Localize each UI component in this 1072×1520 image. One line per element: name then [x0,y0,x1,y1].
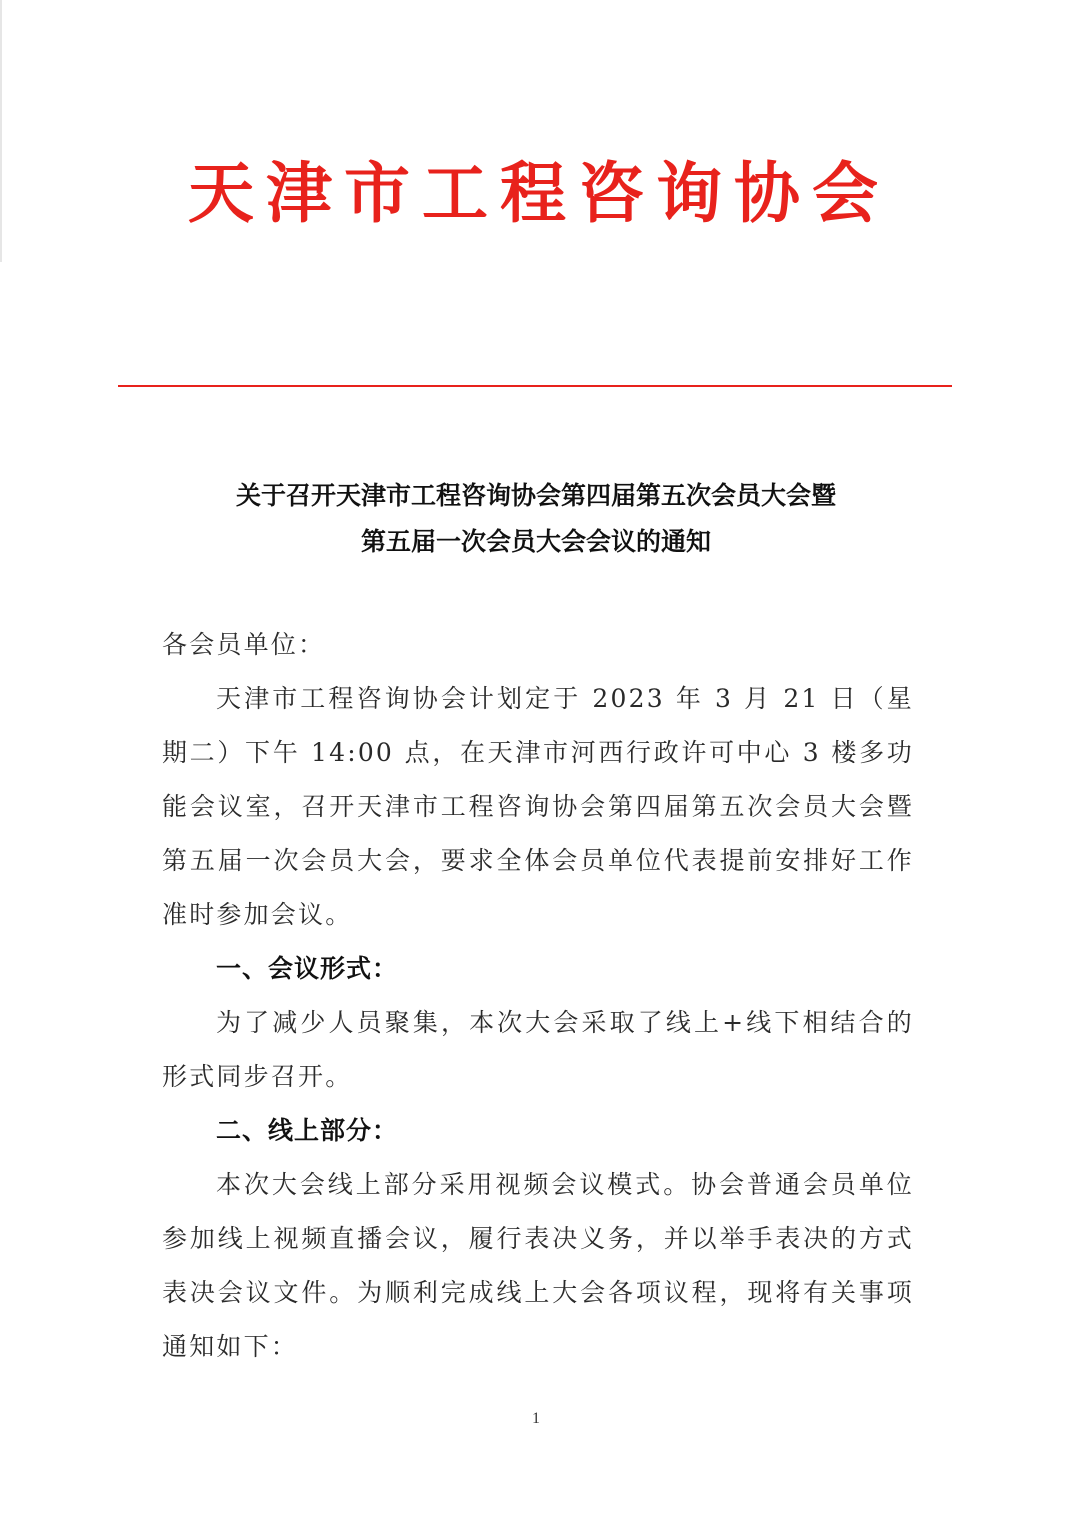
page-number: 1 [532,1410,540,1427]
section-heading-meeting-format: 一、会议形式： [216,954,399,983]
section-heading-online-part: 二、线上部分： [216,1116,399,1145]
document-title-line-1: 关于召开天津市工程咨询协会第四届第五次会员大会暨 [235,481,836,510]
section-paragraph-online-part: 本次大会线上部分采用视频会议模式。协会普通会员单位参加线上视频直播会议，履行表决义务，并以举手表决的方式表决会议文件。为顺利完成线上大会各项议程，现将有关事项通知如下： [162,1170,914,1361]
section-paragraph-meeting-format: 为了减少人员聚集，本次大会采取了线上+线下相结合的形式同步召开。 [162,1008,914,1091]
document-body [162,618,914,1374]
document-title-line-2: 第五届一次会员大会会议的通知 [360,527,711,556]
salutation: 各会员单位： [162,630,326,659]
intro-paragraph: 天津市工程咨询协会计划定于 2023 年 3 月 21 日（星期二）下午 14:00 点，在天津市河西行政许可中心 3 楼多功能会议室，召开天津市工程咨询协会第四届第五次会员大会暨第五届一次会员大会，要求全体会员单位代表提前安排好工作准时参加会议。 [162,684,914,929]
masthead-title: 天津市工程咨询协会 [188,154,890,232]
red-divider-line [118,385,952,387]
